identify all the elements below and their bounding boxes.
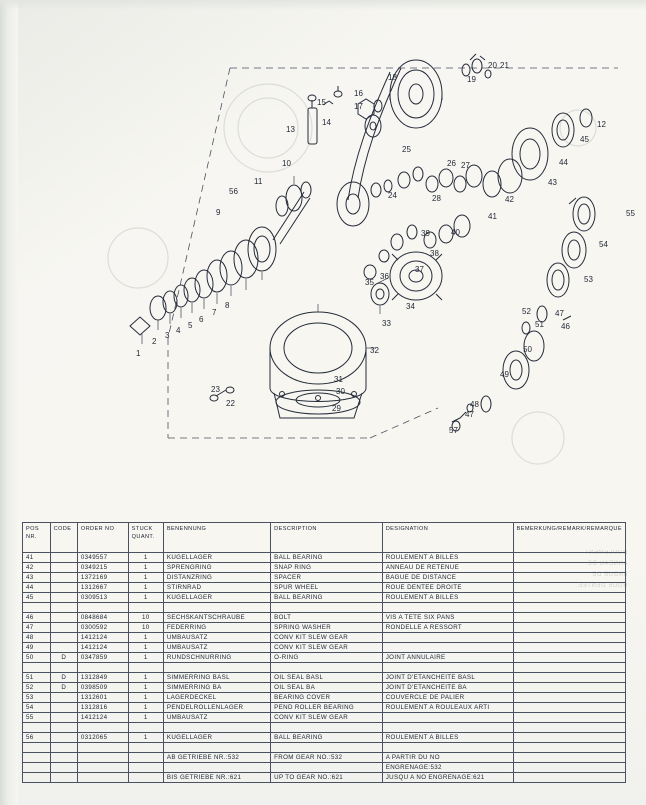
cell-designation: COUVERCLE DE PALIER bbox=[382, 693, 513, 703]
svg-text:51: 51 bbox=[535, 320, 544, 329]
cell-quantity: 1 bbox=[128, 563, 163, 573]
svg-text:57: 57 bbox=[449, 426, 458, 435]
cell-designation: ROULEMENT A BILLES bbox=[382, 593, 513, 603]
svg-text:20: 20 bbox=[488, 61, 497, 70]
cell-description: BALL BEARING bbox=[271, 733, 383, 743]
svg-text:21: 21 bbox=[500, 61, 509, 70]
table-row bbox=[23, 573, 626, 583]
cell-description: OIL SEAL BASL bbox=[271, 673, 383, 683]
cell-quantity: 1 bbox=[128, 703, 163, 713]
cell-pos: 51 bbox=[23, 673, 51, 683]
cell-order-no: 1412124 bbox=[77, 643, 128, 653]
cell-description: FROM GEAR NO.:532 bbox=[271, 753, 383, 763]
cell-pos: 48 bbox=[23, 633, 51, 643]
cell-remark bbox=[513, 763, 625, 773]
cell-quantity: 1 bbox=[128, 653, 163, 663]
svg-text:52: 52 bbox=[522, 307, 531, 316]
cell-order-no: 0848684 bbox=[77, 613, 128, 623]
column-header-benennung: BENENNUNG bbox=[163, 523, 270, 553]
column-header-pos: POS NR. bbox=[23, 523, 51, 553]
svg-text:34: 34 bbox=[406, 302, 415, 311]
cell-description: CONV KIT SLEW GEAR bbox=[271, 713, 383, 723]
cell-pos: 53 bbox=[23, 693, 51, 703]
svg-text:56: 56 bbox=[229, 187, 238, 196]
cell-quantity: 10 bbox=[128, 623, 163, 633]
table-row bbox=[23, 693, 626, 703]
cell-pos: 49 bbox=[23, 643, 51, 653]
svg-text:26: 26 bbox=[447, 159, 456, 168]
svg-text:44: 44 bbox=[559, 158, 568, 167]
cell-pos: 54 bbox=[23, 703, 51, 713]
svg-text:12: 12 bbox=[597, 120, 606, 129]
svg-text:54: 54 bbox=[599, 240, 608, 249]
cell-designation: ROULEMENT A BILLES bbox=[382, 553, 513, 563]
cell-benennung: KUGELLAGER bbox=[163, 593, 270, 603]
cell-description: SNAP RING bbox=[271, 563, 383, 573]
svg-text:5: 5 bbox=[188, 321, 193, 330]
table-group-spacer bbox=[23, 663, 626, 673]
cell-remark bbox=[513, 613, 625, 623]
svg-text:50: 50 bbox=[523, 345, 532, 354]
cell-quantity: 1 bbox=[128, 683, 163, 693]
cell-benennung: SPRENGRING bbox=[163, 563, 270, 573]
cell-order-no: 0347859 bbox=[77, 653, 128, 663]
svg-text:14: 14 bbox=[322, 118, 331, 127]
cell-order-no: 0349557 bbox=[77, 553, 128, 563]
svg-text:3: 3 bbox=[165, 331, 170, 340]
svg-text:24: 24 bbox=[388, 191, 397, 200]
svg-text:43: 43 bbox=[548, 178, 557, 187]
cell-description: OIL SEAL BA bbox=[271, 683, 383, 693]
svg-text:47: 47 bbox=[465, 410, 474, 419]
cell-remark bbox=[513, 573, 625, 583]
cell-benennung: LAGERDECKEL bbox=[163, 693, 270, 703]
cell-order-no: 0312065 bbox=[77, 733, 128, 743]
cell-designation: ROULEMENT A BILLES bbox=[382, 733, 513, 743]
cell-designation: A PARTIR DU NO bbox=[382, 753, 513, 763]
cell-designation: JOINT ANNULAIRE bbox=[382, 653, 513, 663]
cell-quantity: 1 bbox=[128, 573, 163, 583]
svg-text:22: 22 bbox=[226, 399, 235, 408]
cell-designation: ROUE DENTEE DROITE bbox=[382, 583, 513, 593]
cell-pos: 56 bbox=[23, 733, 51, 743]
cell-benennung: SIMMERRING BA bbox=[163, 683, 270, 693]
cell-order-no: 1412124 bbox=[77, 633, 128, 643]
cell-remark bbox=[513, 673, 625, 683]
cell-pos: 47 bbox=[23, 623, 51, 633]
svg-text:30: 30 bbox=[336, 387, 345, 396]
table-group-spacer bbox=[23, 723, 626, 733]
cell-designation: RONDELLE A RESSORT bbox=[382, 623, 513, 633]
paper-left-edge bbox=[0, 0, 18, 805]
cell-description: BEARING COVER bbox=[271, 693, 383, 703]
svg-text:19: 19 bbox=[467, 75, 476, 84]
svg-text:25: 25 bbox=[402, 145, 411, 154]
cell-order-no: 1312601 bbox=[77, 693, 128, 703]
svg-text:2: 2 bbox=[152, 337, 157, 346]
svg-text:27: 27 bbox=[461, 161, 470, 170]
svg-text:7: 7 bbox=[212, 308, 217, 317]
cell-quantity bbox=[128, 773, 163, 783]
cell-pos: 55 bbox=[23, 713, 51, 723]
cell-description: CONV KIT SLEW GEAR bbox=[271, 643, 383, 653]
cell-pos bbox=[23, 753, 51, 763]
cell-benennung: SIMMERRING BASL bbox=[163, 673, 270, 683]
table-row bbox=[23, 773, 626, 783]
cell-code bbox=[50, 753, 77, 763]
cell-code bbox=[50, 763, 77, 773]
cell-remark bbox=[513, 683, 625, 693]
cell-benennung: UMBAUSATZ bbox=[163, 643, 270, 653]
cell-remark bbox=[513, 563, 625, 573]
cell-pos: 45 bbox=[23, 593, 51, 603]
cell-remark bbox=[513, 703, 625, 713]
svg-text:6: 6 bbox=[199, 315, 204, 324]
cell-quantity: 1 bbox=[128, 693, 163, 703]
cell-remark bbox=[513, 583, 625, 593]
svg-text:8: 8 bbox=[225, 301, 230, 310]
cell-benennung: AB GETRIEBE NR.:532 bbox=[163, 753, 270, 763]
table-group-spacer bbox=[23, 603, 626, 613]
table-row bbox=[23, 623, 626, 633]
table-body bbox=[23, 553, 626, 783]
paper-bleedthrough-text: ROULEMENT ANNEAU DE BAGUE DE ROUE DENTEE bbox=[577, 550, 632, 589]
cell-code bbox=[50, 633, 77, 643]
cell-pos: 41 bbox=[23, 553, 51, 563]
cell-benennung: PENDELROLLENLAGER bbox=[163, 703, 270, 713]
cell-remark bbox=[513, 653, 625, 663]
cell-description bbox=[271, 763, 383, 773]
svg-text:10: 10 bbox=[282, 159, 291, 168]
svg-text:4: 4 bbox=[176, 326, 181, 335]
column-header-designation: DESIGNATION bbox=[382, 523, 513, 553]
cell-benennung: UMBAUSATZ bbox=[163, 633, 270, 643]
cell-order-no: 1372169 bbox=[77, 573, 128, 583]
cell-quantity: 1 bbox=[128, 593, 163, 603]
cell-designation: ROULEMENT A ROULEAUX ARTI bbox=[382, 703, 513, 713]
cell-code bbox=[50, 703, 77, 713]
cell-pos: 46 bbox=[23, 613, 51, 623]
svg-text:38: 38 bbox=[430, 249, 439, 258]
column-header-order-no: ORDER NO bbox=[77, 523, 128, 553]
cell-order-no bbox=[77, 773, 128, 783]
cell-order-no: 1312816 bbox=[77, 703, 128, 713]
cell-designation: ENGRENAGE:532 bbox=[382, 763, 513, 773]
cell-code bbox=[50, 593, 77, 603]
cell-quantity: 1 bbox=[128, 713, 163, 723]
cell-benennung: BIS GETRIEBE NR.:621 bbox=[163, 773, 270, 783]
cell-code bbox=[50, 733, 77, 743]
cell-designation bbox=[382, 633, 513, 643]
column-header-remark: BEMERKUNG/REMARK/REMARQUE bbox=[513, 523, 625, 553]
svg-text:23: 23 bbox=[211, 385, 220, 394]
table-row bbox=[23, 633, 626, 643]
svg-text:41: 41 bbox=[488, 212, 497, 221]
cell-quantity: 1 bbox=[128, 583, 163, 593]
table-row bbox=[23, 673, 626, 683]
cell-order-no bbox=[77, 763, 128, 773]
cell-remark bbox=[513, 633, 625, 643]
svg-text:39: 39 bbox=[421, 229, 430, 238]
svg-text:28: 28 bbox=[432, 194, 441, 203]
cell-remark bbox=[513, 553, 625, 563]
table-row bbox=[23, 733, 626, 743]
column-header-code: CODE bbox=[50, 523, 77, 553]
table-row bbox=[23, 683, 626, 693]
table-row bbox=[23, 653, 626, 663]
table-header-row bbox=[23, 523, 626, 553]
cell-remark bbox=[513, 643, 625, 653]
cell-description: CONV KIT SLEW GEAR bbox=[271, 633, 383, 643]
cell-quantity: 1 bbox=[128, 673, 163, 683]
cell-benennung bbox=[163, 763, 270, 773]
cell-pos: 43 bbox=[23, 573, 51, 583]
cell-code bbox=[50, 553, 77, 563]
cell-code bbox=[50, 713, 77, 723]
table-row bbox=[23, 553, 626, 563]
svg-text:45: 45 bbox=[580, 135, 589, 144]
svg-text:42: 42 bbox=[505, 195, 514, 204]
svg-text:48: 48 bbox=[470, 400, 479, 409]
cell-order-no: 0398509 bbox=[77, 683, 128, 693]
cell-designation bbox=[382, 643, 513, 653]
svg-text:18: 18 bbox=[388, 73, 397, 82]
cell-benennung: DISTANZRING bbox=[163, 573, 270, 583]
cell-code bbox=[50, 773, 77, 783]
cell-pos: 44 bbox=[23, 583, 51, 593]
cell-designation bbox=[382, 713, 513, 723]
svg-text:15: 15 bbox=[317, 98, 326, 107]
svg-text:9: 9 bbox=[216, 208, 221, 217]
cell-quantity: 1 bbox=[128, 553, 163, 563]
cell-benennung: SECHSKANTSCHRAUBE bbox=[163, 613, 270, 623]
svg-text:11: 11 bbox=[254, 177, 263, 186]
svg-text:37: 37 bbox=[415, 265, 424, 274]
exploded-diagram bbox=[18, 8, 640, 508]
table-row bbox=[23, 703, 626, 713]
cell-code bbox=[50, 573, 77, 583]
cell-description: SPUR WHEEL bbox=[271, 583, 383, 593]
svg-text:40: 40 bbox=[451, 228, 460, 237]
svg-text:16: 16 bbox=[354, 89, 363, 98]
cell-benennung: FEDERRING bbox=[163, 623, 270, 633]
svg-text:55: 55 bbox=[626, 209, 635, 218]
svg-text:17: 17 bbox=[354, 102, 363, 111]
cell-quantity: 1 bbox=[128, 733, 163, 743]
cell-description: BALL BEARING bbox=[271, 553, 383, 563]
table-group-spacer bbox=[23, 743, 626, 753]
cell-quantity: 1 bbox=[128, 633, 163, 643]
svg-text:13: 13 bbox=[286, 125, 295, 134]
cell-benennung: UMBAUSATZ bbox=[163, 713, 270, 723]
cell-remark bbox=[513, 623, 625, 633]
cell-description: BOLT bbox=[271, 613, 383, 623]
svg-text:35: 35 bbox=[365, 278, 374, 287]
cell-quantity bbox=[128, 753, 163, 763]
cell-description: UP TO GEAR NO.:621 bbox=[271, 773, 383, 783]
cell-code bbox=[50, 693, 77, 703]
column-header-description: DESCRIPTION bbox=[271, 523, 383, 553]
table-row bbox=[23, 563, 626, 573]
cell-code bbox=[50, 563, 77, 573]
cell-description: BALL BEARING bbox=[271, 593, 383, 603]
cell-pos: 50 bbox=[23, 653, 51, 663]
cell-quantity: 10 bbox=[128, 613, 163, 623]
cell-remark bbox=[513, 753, 625, 763]
cell-code bbox=[50, 613, 77, 623]
cell-code: D bbox=[50, 653, 77, 663]
cell-code: D bbox=[50, 683, 77, 693]
cell-pos: 52 bbox=[23, 683, 51, 693]
table-row bbox=[23, 613, 626, 623]
table-row bbox=[23, 583, 626, 593]
cell-order-no: 1312849 bbox=[77, 673, 128, 683]
svg-text:1: 1 bbox=[136, 349, 141, 358]
cell-remark bbox=[513, 733, 625, 743]
table-row bbox=[23, 753, 626, 763]
cell-pos: 42 bbox=[23, 563, 51, 573]
cell-benennung: KUGELLAGER bbox=[163, 553, 270, 563]
svg-text:47: 47 bbox=[555, 309, 564, 318]
svg-text:36: 36 bbox=[380, 272, 389, 281]
cell-code: D bbox=[50, 673, 77, 683]
cell-benennung: KUGELLAGER bbox=[163, 733, 270, 743]
cell-designation: VIS A TETE SIX PANS bbox=[382, 613, 513, 623]
cell-description: O-RING bbox=[271, 653, 383, 663]
column-header-quantity: STUCK QUANT. bbox=[128, 523, 163, 553]
svg-text:53: 53 bbox=[584, 275, 593, 284]
cell-designation: JOINT D'ETANCHEITE BA bbox=[382, 683, 513, 693]
cell-code bbox=[50, 643, 77, 653]
cell-benennung: RUNDSCHNURRING bbox=[163, 653, 270, 663]
cell-pos bbox=[23, 773, 51, 783]
parts-list-table bbox=[22, 522, 626, 790]
svg-text:32: 32 bbox=[370, 346, 379, 355]
cell-benennung: STIRNRAD bbox=[163, 583, 270, 593]
cell-description: PEND ROLLER BEARING bbox=[271, 703, 383, 713]
svg-text:46: 46 bbox=[561, 322, 570, 331]
cell-designation: ANNEAU DE RETENUE bbox=[382, 563, 513, 573]
svg-text:33: 33 bbox=[382, 319, 391, 328]
cell-description: SPRING WASHER bbox=[271, 623, 383, 633]
table-row bbox=[23, 643, 626, 653]
cell-designation: JUSQU A NO ENGRENAGE:621 bbox=[382, 773, 513, 783]
cell-description: SPACER bbox=[271, 573, 383, 583]
table-row bbox=[23, 713, 626, 723]
cell-remark bbox=[513, 713, 625, 723]
svg-text:31: 31 bbox=[334, 375, 343, 384]
cell-quantity: 1 bbox=[128, 643, 163, 653]
cell-quantity bbox=[128, 763, 163, 773]
cell-code bbox=[50, 583, 77, 593]
cell-remark bbox=[513, 693, 625, 703]
svg-text:49: 49 bbox=[500, 370, 509, 379]
cell-order-no: 1412124 bbox=[77, 713, 128, 723]
cell-code bbox=[50, 623, 77, 633]
cell-order-no: 1312667 bbox=[77, 583, 128, 593]
cell-order-no bbox=[77, 753, 128, 763]
table-row bbox=[23, 593, 626, 603]
svg-text:29: 29 bbox=[332, 404, 341, 413]
cell-pos bbox=[23, 763, 51, 773]
cell-remark bbox=[513, 593, 625, 603]
cell-order-no: 0300592 bbox=[77, 623, 128, 633]
cell-order-no: 0349215 bbox=[77, 563, 128, 573]
cell-remark bbox=[513, 773, 625, 783]
cell-designation: JOINT D'ETANCHEITE BASL bbox=[382, 673, 513, 683]
cell-order-no: 0309513 bbox=[77, 593, 128, 603]
table-row bbox=[23, 763, 626, 773]
cell-designation: BAGUE DE DISTANCE bbox=[382, 573, 513, 583]
